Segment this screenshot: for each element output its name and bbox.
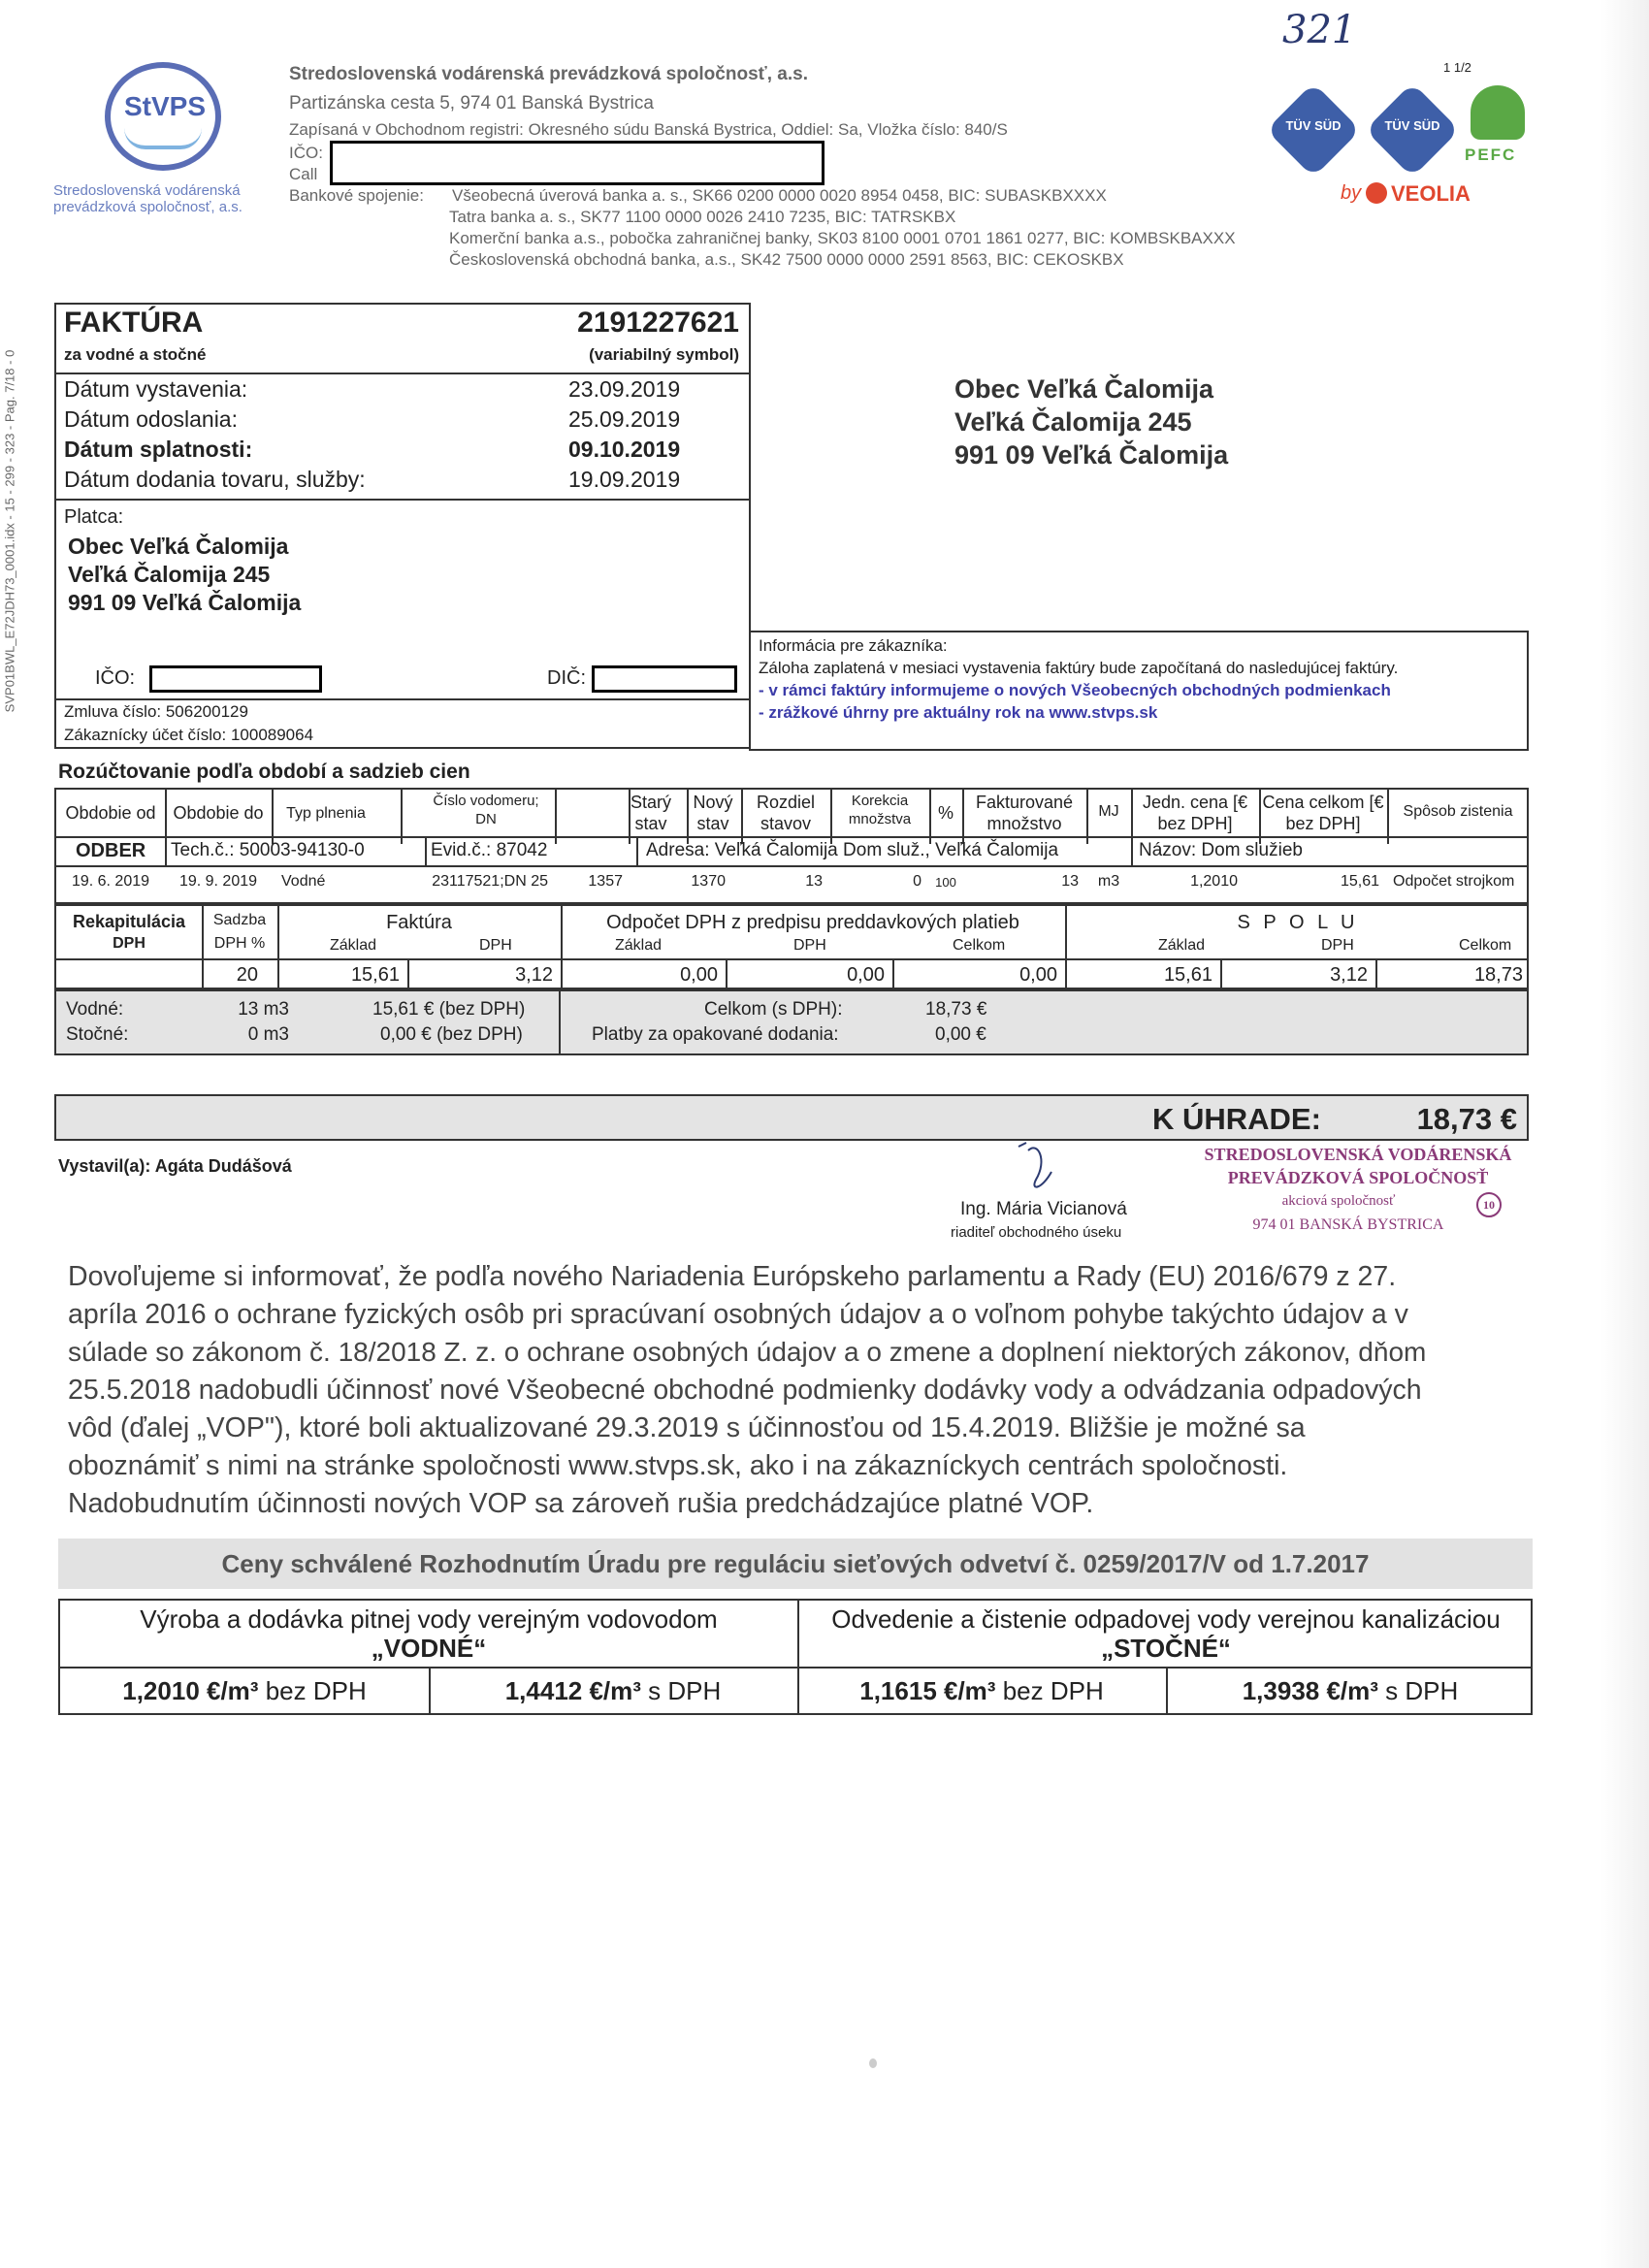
stocne-qty: 0 m3 xyxy=(247,1024,289,1045)
col-header: Rozdiel stavov xyxy=(756,793,816,833)
col-header: Starý stav xyxy=(630,793,671,833)
redacted-payer-ico xyxy=(149,665,322,693)
col-header: Obdobie od xyxy=(65,803,156,823)
stamp-number: 10 xyxy=(1483,1198,1495,1212)
row-cell: 1357 xyxy=(588,873,623,890)
signatory-name: Ing. Mária Vicianová xyxy=(960,1199,1127,1219)
billing-table xyxy=(54,788,1529,904)
row-cell: 19. 6. 2019 xyxy=(71,873,150,890)
prices-table xyxy=(58,1599,1533,1715)
invoice-box xyxy=(54,303,751,749)
price-suffix: s DPH xyxy=(640,1676,722,1705)
odber-name: Názov: Dom služieb xyxy=(1139,840,1303,860)
tuv-cert-label: TÜV SÜD xyxy=(1384,118,1440,133)
payer-dic-label: DIČ: xyxy=(547,667,586,689)
veolia-icon xyxy=(1366,182,1387,204)
company-name: Stredoslovenská vodárenská prevádzková spoločnosť, a.s. xyxy=(289,64,808,84)
issued-by: Vystavil(a): Agáta Dudášová xyxy=(58,1156,292,1176)
notice-line: oboznámiť s nimi na stránke spoločnosti www.stvps.sk, ako i na zákazníckych centrách spoločnosti. xyxy=(68,1450,1288,1481)
recap-label: DPH xyxy=(113,935,146,952)
prices-title-bar xyxy=(58,1539,1533,1589)
recipient-line: 991 09 Veľká Čalomija xyxy=(954,440,1229,470)
col-header: Jedn. cena [€ bez DPH] xyxy=(1142,793,1248,833)
recap-odpocet-label: Odpočet DPH z predpisu preddavkových platieb xyxy=(606,912,1019,933)
recap-rate: 20 xyxy=(236,964,258,986)
scan-edge xyxy=(1600,0,1649,2268)
stamp-line: STREDOSLOVENSKÁ VODÁRENSKÁ xyxy=(1204,1145,1512,1164)
redacted-payer-dic xyxy=(592,665,737,693)
col-header: Nový stav xyxy=(693,793,733,833)
recap-value: 0,00 xyxy=(680,964,718,986)
recap-col-label: DPH xyxy=(1321,937,1354,954)
bank-label: Bankové spojenie: xyxy=(289,186,424,205)
company-address: Partizánska cesta 5, 974 01 Banská Bystrica xyxy=(289,93,654,113)
scan-dot xyxy=(869,2058,877,2068)
recap-faktura-label: Faktúra xyxy=(386,912,452,933)
col-header: Fakturované množstvo xyxy=(975,793,1074,833)
company-ico-label: IČO: xyxy=(289,144,323,162)
price-cell xyxy=(1166,1676,1535,1706)
col-header: MJ xyxy=(1098,803,1119,820)
notice-line: 25.5.2018 nadobudli účinnosť nové Všeobecné obchodné podmienky dodávky vody a odvádzania odpadových xyxy=(68,1375,1422,1406)
col-header: Spôsob zistenia xyxy=(1403,803,1513,820)
bank-line: Všeobecná úverová banka a. s., SK66 0200 0000 0020 8954 0458, BIC: SUBASKBXXXX xyxy=(452,186,1107,205)
price-cell xyxy=(60,1676,429,1706)
row-cell: Odpočet strojkom xyxy=(1393,873,1515,890)
prices-right-sub: „STOČNÉ“ xyxy=(1101,1634,1231,1663)
company-registry: Zapísaná v Obchodnom registri: Okresného súdu Banská Bystrica, Oddiel: Sa, Vložka číslo: 840/S xyxy=(289,120,1008,139)
invoice-title: FAKTÚRA xyxy=(64,307,204,339)
row-cell: Vodné xyxy=(281,873,326,890)
stamp-line: akciová spoločnosť xyxy=(1281,1193,1396,1209)
recap-value: 15,61 xyxy=(350,964,400,986)
total-value: 18,73 € xyxy=(925,999,987,1020)
invoice-number-label: (variabilný symbol) xyxy=(589,345,739,364)
signatory-title: riaditeľ obchodného úseku xyxy=(951,1224,1122,1241)
recap-value: 0,00 xyxy=(847,964,885,986)
payer-ico-label: IČO: xyxy=(95,667,136,689)
recap-value: 0,00 xyxy=(1019,964,1057,986)
prices-left-title: Výroba a dodávka pitnej vody verejným vodovodom xyxy=(140,1604,718,1634)
total-label: Celkom (s DPH): xyxy=(704,999,843,1020)
logo-wave-icon xyxy=(124,128,202,149)
row-cell: 100 xyxy=(935,875,956,890)
recap-rate-label: Sadzba xyxy=(212,912,267,928)
date-value: 19.09.2019 xyxy=(568,467,681,492)
to-pay-label: K ÚHRADE: xyxy=(1152,1102,1321,1136)
recap-value: 3,12 xyxy=(515,964,553,986)
stamp-line: 974 01 BANSKÁ BYSTRICA xyxy=(1252,1216,1444,1233)
recap-col-label: DPH xyxy=(793,937,826,954)
price-value: 1,2010 €/m³ xyxy=(122,1676,259,1705)
row-cell: m3 xyxy=(1097,873,1120,890)
invoice-subtitle: za vodné a stočné xyxy=(64,345,207,364)
recap-col-label: DPH xyxy=(479,937,512,954)
prices-right-title: Odvedenie a čistenie odpadovej vody verejnou kanalizáciou xyxy=(831,1604,1501,1634)
vodne-amount: 15,61 € (bez DPH) xyxy=(372,999,526,1020)
date-label: Dátum dodania tovaru, služby: xyxy=(64,467,366,492)
vat-recap-table xyxy=(54,904,1529,989)
recap-col-label: Základ xyxy=(615,937,663,954)
recap-value: 3,12 xyxy=(1330,964,1368,986)
recap-rate-label: DPH % xyxy=(213,935,266,952)
recap-col-label: Základ xyxy=(330,937,377,954)
redacted-company-ids xyxy=(330,141,824,185)
pefc-tree-icon xyxy=(1471,85,1525,140)
row-cell: 13 xyxy=(805,873,823,890)
row-cell: 0 xyxy=(913,873,922,890)
handwritten-number: 321 xyxy=(1282,8,1357,52)
company-call-label: Call xyxy=(289,165,318,183)
customer-info-line: Záloha zaplatená v mesiaci vystavenia faktúry bude započítaná do nasledujúcej faktúry. xyxy=(759,659,1399,677)
notice-line: súlade so zákonom č. 18/2018 Z. z. o ochrane osobných údajov a o zmene a doplnení niektorých zákonov, dňom xyxy=(68,1337,1427,1367)
row-cell: 1370 xyxy=(691,873,726,890)
notice-line: Nadobudnutím účinnosti nových VOP sa zároveň rušia predchádzajúce platné VOP. xyxy=(68,1488,1094,1519)
odber-label: ODBER xyxy=(76,840,146,861)
side-margin-text: SVP01BWL_E72JDH73_0001.idx - 15 - 299 - 323 - Pag. 7/18 - 0 xyxy=(2,349,17,713)
price-value: 1,4412 €/m³ xyxy=(504,1676,641,1705)
price-cell xyxy=(429,1676,797,1706)
date-label: Dátum odoslania: xyxy=(64,406,238,432)
vodne-qty: 13 m3 xyxy=(238,999,289,1020)
row-cell: 13 xyxy=(1061,873,1079,890)
payer-label: Platca: xyxy=(64,506,124,528)
signature xyxy=(1009,1141,1077,1199)
customer-info-line: - zrážkové úhrny pre aktuálny rok na www.stvps.sk xyxy=(759,703,1158,722)
recipient-line: Obec Veľká Čalomija xyxy=(954,374,1214,404)
by-label: by xyxy=(1341,182,1362,204)
recap-label: Rekapitulácia xyxy=(72,912,186,931)
recap-col-label: Celkom xyxy=(1459,937,1512,954)
date-value: 23.09.2019 xyxy=(568,376,681,402)
price-suffix: bez DPH xyxy=(258,1676,367,1705)
due-date-label: Dátum splatnosti: xyxy=(64,437,253,462)
summary-box xyxy=(54,989,1529,1055)
col-header: Cena celkom [€ bez DPH] xyxy=(1262,793,1384,833)
payer-line: Obec Veľká Čalomija xyxy=(68,534,289,559)
invoice-number: 2191227621 xyxy=(577,307,739,339)
col-header: Korekcia množstva xyxy=(848,793,912,827)
bank-line: Tatra banka a. s., SK77 1100 0000 0026 2410 7235, BIC: TATRSKBX xyxy=(449,208,956,226)
odber-evid: Evid.č.: 87042 xyxy=(431,840,548,860)
odber-tech: Tech.č.: 50003-94130-0 xyxy=(171,840,365,860)
customer-info-box xyxy=(749,631,1529,751)
date-label: Dátum vystavenia: xyxy=(64,376,248,402)
col-header: Číslo vodomeru; DN xyxy=(433,793,539,827)
col-header: % xyxy=(937,803,954,823)
price-cell xyxy=(797,1676,1166,1706)
payer-line: Veľká Čalomija 245 xyxy=(68,562,271,587)
stamp-number-badge xyxy=(1476,1192,1502,1217)
billing-title: Rozúčtovanie podľa období a sadzieb cien xyxy=(58,761,470,783)
row-cell: 1,2010 xyxy=(1190,873,1238,890)
price-suffix: bez DPH xyxy=(995,1676,1104,1705)
logo-text: StVPS xyxy=(124,91,207,121)
bank-line: Komerční banka a.s., pobočka zahraničnej banky, SK03 8100 0001 0701 1861 0277, BIC: KOMBSKBAXXX xyxy=(449,229,1236,247)
odber-address: Adresa: Veľká Čalomija Dom služ., Veľká Čalomija xyxy=(646,840,1059,860)
customer-info-title: Informácia pre zákazníka: xyxy=(759,636,948,655)
recap-col-label: Celkom xyxy=(953,937,1006,954)
payer-line: 991 09 Veľká Čalomija xyxy=(68,590,302,615)
page-indicator: 1 1/2 xyxy=(1443,60,1471,75)
recap-value: 18,73 xyxy=(1473,964,1523,986)
bank-line: Československá obchodná banka, a.s., SK42 7500 0000 0000 2591 8563, BIC: CEKOSKBX xyxy=(449,250,1124,269)
notice-line: vôd (ďalej „VOP"), ktoré boli aktualizované 29.3.2019 s účinnosťou od 15.4.2019. Bližšie je možné sa xyxy=(68,1412,1306,1443)
stocne-amount: 0,00 € (bez DPH) xyxy=(380,1024,523,1045)
col-header: Typ plnenia xyxy=(286,805,366,822)
repeat-value: 0,00 € xyxy=(935,1024,986,1045)
repeat-label: Platby za opakované dodania: xyxy=(592,1024,839,1045)
recap-value: 15,61 xyxy=(1163,964,1212,986)
price-suffix: s DPH xyxy=(1377,1676,1459,1705)
notice-line: apríla 2016 o ochrane fyzických osôb pri spracúvaní osobných údajov a o voľnom pohybe takýchto údajov a v xyxy=(68,1299,1408,1330)
contract-number: Zmluva číslo: 506200129 xyxy=(64,702,248,721)
due-date-value: 09.10.2019 xyxy=(568,437,681,462)
col-header: Obdobie do xyxy=(173,803,264,823)
date-value: 25.09.2019 xyxy=(568,406,681,432)
row-cell: 23117521;DN 25 xyxy=(432,873,548,890)
pefc-label: PEFC xyxy=(1465,146,1517,164)
notice-line: Dovoľujeme si informovať, že podľa nového Nariadenia Európskeho parlamentu a Rady (EU) 2016/679 z 27. xyxy=(68,1261,1397,1292)
stamp-line: PREVÁDZKOVÁ SPOLOČNOSŤ xyxy=(1227,1168,1489,1187)
logo-caption-2: prevádzková spoločnosť, a.s. xyxy=(53,199,242,215)
tuv-cert-label: TÜV SÜD xyxy=(1285,118,1342,133)
recipient-line: Veľká Čalomija 245 xyxy=(954,407,1192,437)
prices-left-sub: „VODNÉ“ xyxy=(371,1634,487,1663)
to-pay-box xyxy=(54,1094,1529,1141)
vodne-label: Vodné: xyxy=(66,999,124,1020)
row-cell: 15,61 xyxy=(1340,873,1379,890)
prices-title: Ceny schválené Rozhodnutím Úradu pre reguláciu sieťových odvetví č. 0259/2017/V od 1.7.2017 xyxy=(221,1549,1370,1578)
veolia-label: VEOLIA xyxy=(1391,181,1471,206)
stocne-label: Stočné: xyxy=(66,1024,129,1045)
recap-col-label: Základ xyxy=(1158,937,1206,954)
company-logo xyxy=(105,62,221,171)
customer-info-line: - v rámci faktúry informujeme o nových Všeobecných obchodných podmienkach xyxy=(759,681,1391,699)
to-pay-value: 18,73 € xyxy=(1416,1102,1517,1136)
customer-account: Zákaznícky účet číslo: 100089064 xyxy=(64,726,314,744)
logo-caption-1: Stredoslovenská vodárenská xyxy=(53,182,241,199)
row-cell: 19. 9. 2019 xyxy=(178,873,258,890)
recap-spolu-label: S P O L U xyxy=(1237,912,1359,933)
price-value: 1,1615 €/m³ xyxy=(859,1676,996,1705)
price-value: 1,3938 €/m³ xyxy=(1242,1676,1378,1705)
